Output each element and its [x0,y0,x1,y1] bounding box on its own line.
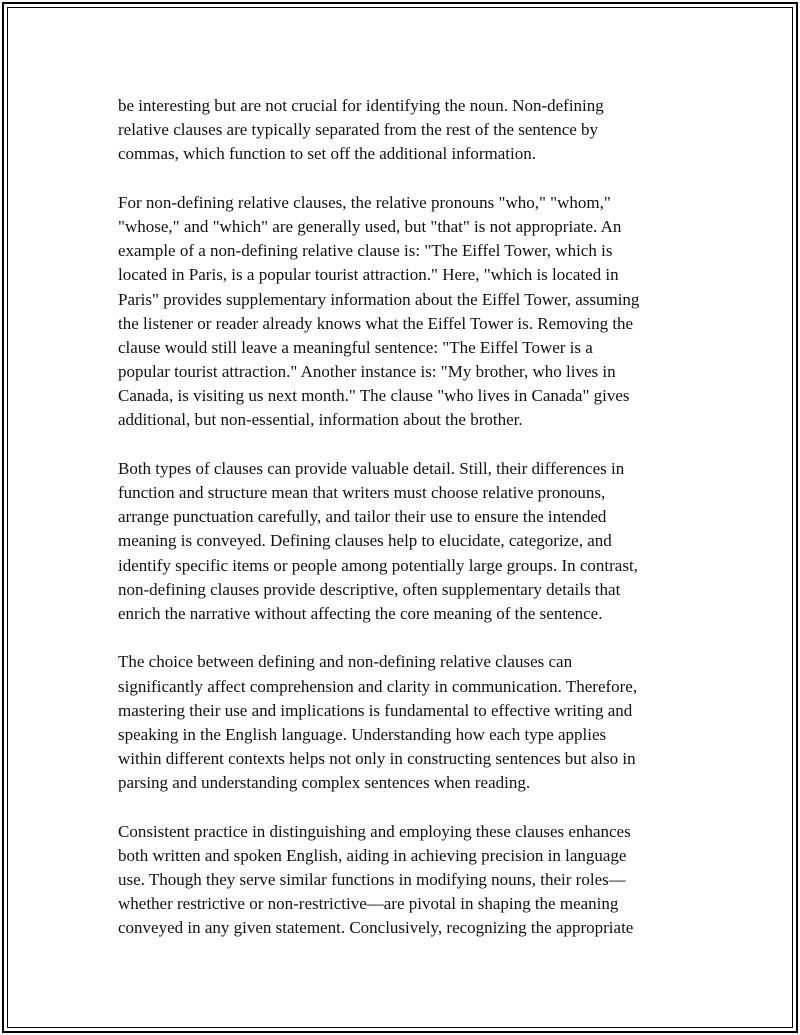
text-line: clause would still leave a meaningful sentence: "The Eiffel Tower is a [118,337,593,357]
text-line: The choice between defining and non-defining relative clauses can [118,652,573,672]
text-line: within different contexts helps not only in constructing sentences but also in [118,749,636,769]
text-line: Paris" provides supplementary information about the Eiffel Tower, assuming [118,289,640,309]
text-line: Canada, is visiting us next month." The clause "who lives in Canada" gives [118,386,630,406]
text-line: located in Paris, is a popular tourist attraction." Here, "which is located in [118,265,619,285]
text-line: Consistent practice in distinguishing and employing these clauses enhances [118,821,631,841]
text-line: Both types of clauses can provide valuable detail. Still, their differences in [118,458,625,478]
text-line: identify specific items or people among potentially large groups. In contrast, [118,555,638,575]
text-line: use. Though they serve similar functions in modifying nouns, their roles— [118,870,626,889]
text-line: enrich the narrative without affecting the core meaning of the sentence. [118,603,603,623]
text-line: example of a non-defining relative clause is: "The Eiffel Tower, which is [118,241,613,261]
document-body [118,94,693,965]
text-line: be interesting but are not crucial for identifying the noun. Non-defining [118,96,604,115]
paragraph [118,650,693,795]
text-line: meaning is conveyed. Defining clauses help to elucidate, categorize, and [118,531,612,551]
paragraph [118,820,693,941]
text-line: additional, but non-essential, information about the brother. [118,410,523,430]
text-line: popular tourist attraction." Another instance is: "My brother, who lives in [118,362,616,382]
text-line: the listener or reader already knows what the Eiffel Tower is. Removing the [118,313,634,333]
text-line: For non-defining relative clauses, the relative pronouns "who," "whom," [118,192,611,212]
text-line: both written and spoken English, aiding in achieving precision in language [118,845,627,865]
paragraph [118,457,693,626]
text-line: "whose," and "which" are generally used, but "that" is not appropriate. An [118,216,622,236]
text-line: significantly affect comprehension and clarity in communication. Therefore, [118,676,638,696]
paragraph [118,94,693,167]
text-line: relative clauses are typically separated from the rest of the sentence by [118,120,599,140]
text-line: non-defining clauses provide descriptive, often supplementary details that [118,579,621,599]
text-line: speaking in the English language. Understanding how each type applies [118,724,607,744]
text-line: parsing and understanding complex sentences when reading. [118,773,531,793]
text-line: whether restrictive or non-restrictive—are pivotal in shaping the meaning [118,894,619,914]
text-line: mastering their use and implications is fundamental to effective writing and [118,700,633,720]
text-line: function and structure mean that writers must choose relative pronouns, [118,483,606,502]
text-line: conveyed in any given statement. Conclusively, recognizing the appropriate [118,918,634,938]
text-line: commas, which function to set off the additional information. [118,144,536,164]
text-line: arrange punctuation carefully, and tailor their use to ensure the intended [118,507,607,527]
paragraph [118,191,693,433]
